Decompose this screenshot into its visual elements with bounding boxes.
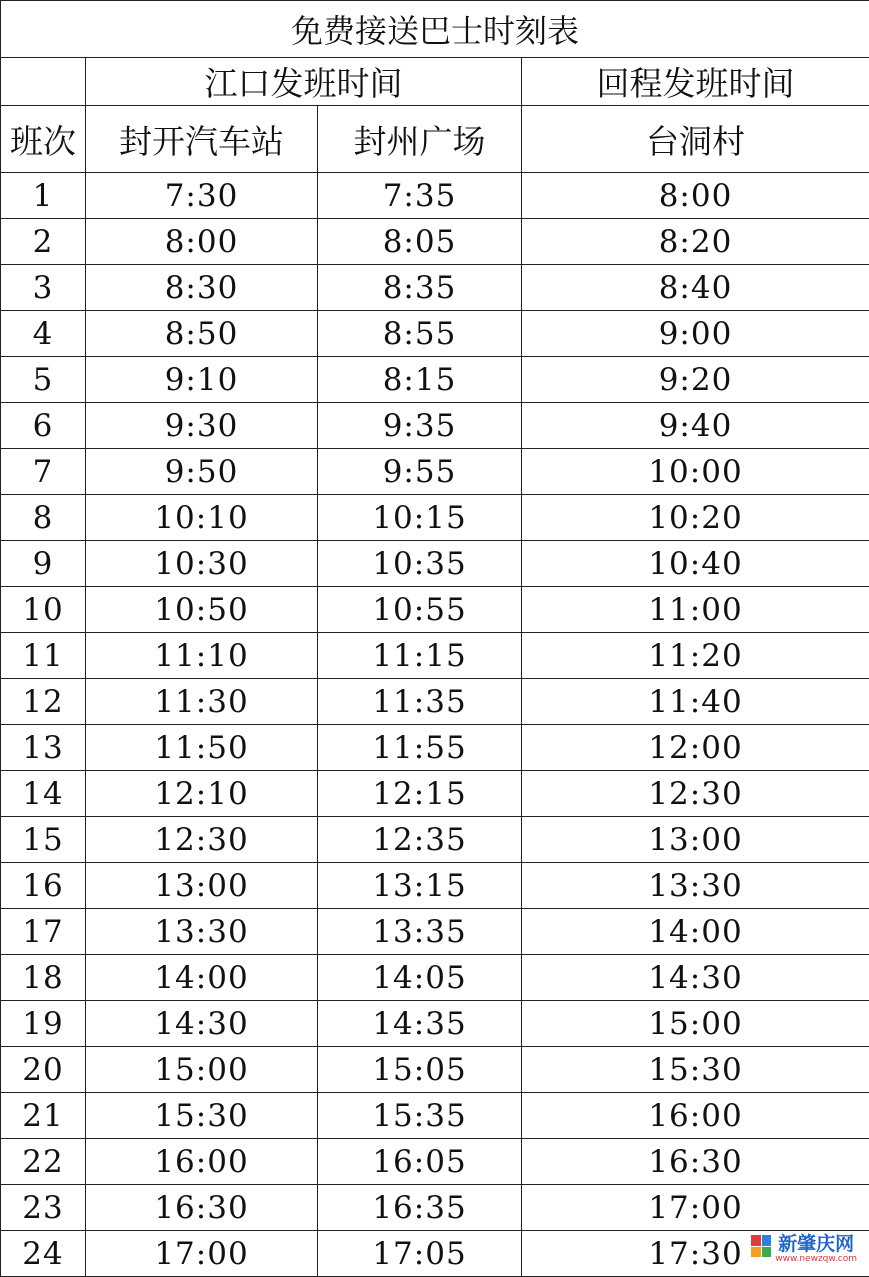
trip-number-cell: 17 — [1, 909, 86, 955]
fengkai-bus-time-cell: 7:30 — [86, 173, 318, 219]
logo-block — [751, 1235, 761, 1246]
trip-number-cell: 11 — [1, 633, 86, 679]
fengzhou-square-time-cell: 11:35 — [318, 679, 522, 725]
fengzhou-square-time-cell: 10:35 — [318, 541, 522, 587]
taidong-village-time-cell: 8:40 — [522, 265, 869, 311]
fengzhou-square-time-cell: 14:05 — [318, 955, 522, 1001]
taidong-village-time-cell: 9:20 — [522, 357, 869, 403]
fengzhou-square-time-cell: 13:35 — [318, 909, 522, 955]
fengzhou-square-time-cell: 10:15 — [318, 495, 522, 541]
table-row — [1, 1001, 869, 1047]
fengkai-bus-time-cell: 12:30 — [86, 817, 318, 863]
taidong-village-time-cell: 8:20 — [522, 219, 869, 265]
trip-number-cell: 16 — [1, 863, 86, 909]
taidong-village-time-cell: 16:00 — [522, 1093, 869, 1139]
fengkai-bus-time-cell: 17:00 — [86, 1231, 318, 1277]
fengzhou-square-time-cell: 8:35 — [318, 265, 522, 311]
trip-number-cell: 20 — [1, 1047, 86, 1093]
table-row — [1, 633, 869, 679]
fengkai-bus-time-cell: 11:30 — [86, 679, 318, 725]
taidong-village-time-cell: 12:00 — [522, 725, 869, 771]
taidong-village-time-cell: 8:00 — [522, 173, 869, 219]
group-header-row — [1, 58, 869, 106]
title-row — [1, 1, 869, 58]
trip-number-cell: 3 — [1, 265, 86, 311]
outbound-group-header: 江口发班时间 — [86, 58, 522, 106]
station-taidong-village-header: 台洞村 — [522, 106, 869, 173]
taidong-village-time-cell: 11:00 — [522, 587, 869, 633]
table-row — [1, 817, 869, 863]
fengzhou-square-time-cell: 9:55 — [318, 449, 522, 495]
fengzhou-square-time-cell: 16:35 — [318, 1185, 522, 1231]
trip-number-cell: 23 — [1, 1185, 86, 1231]
trip-number-cell: 14 — [1, 771, 86, 817]
taidong-village-time-cell: 10:40 — [522, 541, 869, 587]
table-row — [1, 1093, 869, 1139]
table-row — [1, 587, 869, 633]
fengkai-bus-time-cell: 9:10 — [86, 357, 318, 403]
table-row — [1, 1047, 869, 1093]
taidong-village-time-cell: 13:00 — [522, 817, 869, 863]
fengkai-bus-time-cell: 16:30 — [86, 1185, 318, 1231]
fengkai-bus-time-cell: 16:00 — [86, 1139, 318, 1185]
trip-number-cell: 18 — [1, 955, 86, 1001]
table-row — [1, 495, 869, 541]
taidong-village-time-cell: 9:00 — [522, 311, 869, 357]
trip-number-cell: 2 — [1, 219, 86, 265]
taidong-village-time-cell: 11:40 — [522, 679, 869, 725]
fengzhou-square-time-cell: 8:05 — [318, 219, 522, 265]
trip-number-cell: 10 — [1, 587, 86, 633]
fengzhou-square-time-cell: 7:35 — [318, 173, 522, 219]
taidong-village-time-cell: 16:30 — [522, 1139, 869, 1185]
trip-number-cell: 5 — [1, 357, 86, 403]
table-row — [1, 1139, 869, 1185]
trip-number-cell: 9 — [1, 541, 86, 587]
site-logo-icon — [751, 1235, 771, 1257]
fengzhou-square-time-cell: 15:35 — [318, 1093, 522, 1139]
fengkai-bus-time-cell: 10:50 — [86, 587, 318, 633]
fengkai-bus-time-cell: 13:00 — [86, 863, 318, 909]
fengkai-bus-time-cell: 15:00 — [86, 1047, 318, 1093]
trip-number-cell: 6 — [1, 403, 86, 449]
taidong-village-time-cell: 17:30 — [522, 1231, 869, 1277]
logo-block — [762, 1247, 772, 1258]
trip-number-cell: 22 — [1, 1139, 86, 1185]
fengkai-bus-time-cell: 11:50 — [86, 725, 318, 771]
taidong-village-time-cell: 15:30 — [522, 1047, 869, 1093]
table-row — [1, 679, 869, 725]
table-row — [1, 771, 869, 817]
station-fengkai-bus-header: 封开汽车站 — [86, 106, 318, 173]
trip-number-cell: 4 — [1, 311, 86, 357]
trip-number-cell: 1 — [1, 173, 86, 219]
fengzhou-square-time-cell: 13:15 — [318, 863, 522, 909]
table-row — [1, 1231, 869, 1277]
fengkai-bus-time-cell: 8:30 — [86, 265, 318, 311]
fengzhou-square-time-cell: 17:05 — [318, 1231, 522, 1277]
table-row — [1, 449, 869, 495]
table-row — [1, 265, 869, 311]
table-row — [1, 311, 869, 357]
table-row — [1, 403, 869, 449]
table-row — [1, 725, 869, 771]
timetable-title: 免费接送巴士时刻表 — [1, 1, 869, 58]
fengkai-bus-time-cell: 12:10 — [86, 771, 318, 817]
taidong-village-time-cell: 10:00 — [522, 449, 869, 495]
taidong-village-time-cell: 14:00 — [522, 909, 869, 955]
table-row — [1, 1185, 869, 1231]
table-row — [1, 219, 869, 265]
taidong-village-time-cell: 9:40 — [522, 403, 869, 449]
taidong-village-time-cell: 15:00 — [522, 1001, 869, 1047]
table-row — [1, 173, 869, 219]
fengkai-bus-time-cell: 10:10 — [86, 495, 318, 541]
fengzhou-square-time-cell: 16:05 — [318, 1139, 522, 1185]
table-row — [1, 909, 869, 955]
column-header-row — [1, 106, 869, 173]
trip-number-cell: 8 — [1, 495, 86, 541]
fengzhou-square-time-cell: 10:55 — [318, 587, 522, 633]
table-row — [1, 541, 869, 587]
taidong-village-time-cell: 11:20 — [522, 633, 869, 679]
empty-header-cell — [1, 58, 86, 106]
fengzhou-square-time-cell: 12:35 — [318, 817, 522, 863]
site-watermark — [747, 1233, 861, 1264]
trip-number-cell: 13 — [1, 725, 86, 771]
watermark-site-name: 新肇庆网 — [778, 1235, 854, 1254]
fengzhou-square-time-cell: 12:15 — [318, 771, 522, 817]
fengzhou-square-time-cell: 8:15 — [318, 357, 522, 403]
fengzhou-square-time-cell: 15:05 — [318, 1047, 522, 1093]
fengkai-bus-time-cell: 8:00 — [86, 219, 318, 265]
fengzhou-square-time-cell: 9:35 — [318, 403, 522, 449]
watermark-site-url: www.newzqw.com — [775, 1255, 857, 1264]
logo-block — [762, 1235, 772, 1246]
fengkai-bus-time-cell: 13:30 — [86, 909, 318, 955]
return-group-header: 回程发班时间 — [522, 58, 869, 106]
fengkai-bus-time-cell: 9:50 — [86, 449, 318, 495]
fengzhou-square-time-cell: 14:35 — [318, 1001, 522, 1047]
trip-number-cell: 12 — [1, 679, 86, 725]
logo-block — [751, 1247, 761, 1258]
fengzhou-square-time-cell: 11:55 — [318, 725, 522, 771]
fengkai-bus-time-cell: 10:30 — [86, 541, 318, 587]
fengkai-bus-time-cell: 9:30 — [86, 403, 318, 449]
taidong-village-time-cell: 13:30 — [522, 863, 869, 909]
fengzhou-square-time-cell: 8:55 — [318, 311, 522, 357]
fengzhou-square-time-cell: 11:15 — [318, 633, 522, 679]
station-fengzhou-square-header: 封州广场 — [318, 106, 522, 173]
taidong-village-time-cell: 12:30 — [522, 771, 869, 817]
trip-number-cell: 19 — [1, 1001, 86, 1047]
fengkai-bus-time-cell: 14:30 — [86, 1001, 318, 1047]
taidong-village-time-cell: 10:20 — [522, 495, 869, 541]
table-row — [1, 357, 869, 403]
fengkai-bus-time-cell: 14:00 — [86, 955, 318, 1001]
taidong-village-time-cell: 14:30 — [522, 955, 869, 1001]
fengkai-bus-time-cell: 15:30 — [86, 1093, 318, 1139]
trip-number-cell: 24 — [1, 1231, 86, 1277]
table-row — [1, 863, 869, 909]
fengkai-bus-time-cell: 8:50 — [86, 311, 318, 357]
trip-number-header: 班次 — [1, 106, 86, 173]
fengkai-bus-time-cell: 11:10 — [86, 633, 318, 679]
trip-number-cell: 21 — [1, 1093, 86, 1139]
trip-number-cell: 7 — [1, 449, 86, 495]
trip-number-cell: 15 — [1, 817, 86, 863]
taidong-village-time-cell: 17:00 — [522, 1185, 869, 1231]
table-row — [1, 955, 869, 1001]
